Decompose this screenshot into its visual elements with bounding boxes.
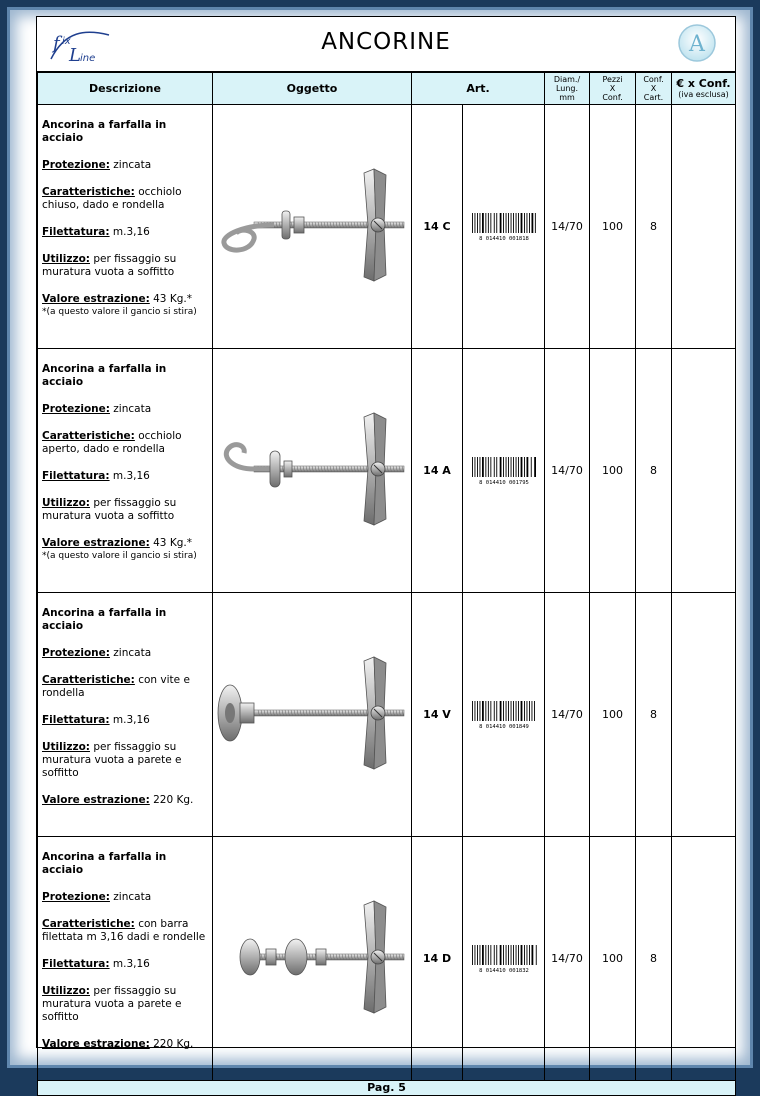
- table-row: [38, 593, 736, 837]
- caratteristiche-line: Caratteristiche: occhiolo aperto, dado e rondella: [42, 430, 182, 455]
- filettatura-line: Filettatura: m.3,16: [42, 226, 150, 238]
- barcode-graphic: [468, 456, 540, 486]
- product-name: Ancorina a farfalla in acciaio: [42, 607, 167, 632]
- protezione-line: Protezione: zincata: [42, 647, 152, 659]
- barcode-graphic: [468, 700, 540, 730]
- product-name: Ancorina a farfalla in acciaio: [42, 851, 167, 876]
- anchor-screw-image: [214, 653, 410, 773]
- price-value: [672, 105, 736, 349]
- col-pezzi: Pezzi X Conf.: [590, 73, 636, 105]
- valore-line: Valore estrazione: 220 Kg.: [42, 794, 194, 806]
- article-code: 14 V: [412, 593, 463, 837]
- barcode-number: 8 014410 001795: [478, 479, 529, 486]
- barcode-number: 8 014410 001832: [478, 967, 529, 974]
- product-description: [38, 837, 213, 1081]
- protezione-line: Protezione: zincata: [42, 891, 152, 903]
- col-price: € x Conf. (iva esclusa): [672, 73, 736, 105]
- diam-value: 14/70: [545, 593, 590, 837]
- protezione-line: Protezione: zincata: [42, 159, 152, 171]
- pezzi-value: 100: [590, 349, 636, 593]
- page-number: Pag. 5: [38, 1081, 736, 1096]
- conf-value: 8: [636, 349, 672, 593]
- filettatura-line: Filettatura: m.3,16: [42, 470, 150, 482]
- conf-value: 8: [636, 105, 672, 349]
- diam-value: 14/70: [545, 105, 590, 349]
- table-header-row: [38, 73, 736, 105]
- filettatura-line: Filettatura: m.3,16: [42, 714, 150, 726]
- barcode: [463, 837, 545, 1081]
- product-name: Ancorina a farfalla in acciaio: [42, 119, 167, 144]
- product-description: [38, 349, 213, 593]
- barcode-number: 8 014410 001818: [478, 235, 529, 242]
- valore-line: Valore estrazione: 43 Kg.*: [42, 293, 192, 305]
- svg-text:f: f: [53, 33, 60, 54]
- article-code: 14 D: [412, 837, 463, 1081]
- protezione-line: Protezione: zincata: [42, 403, 152, 415]
- barcode: [463, 105, 545, 349]
- barcode: [463, 593, 545, 837]
- catalog-sheet: [36, 16, 736, 1094]
- valore-note: *(a questo valore il gancio si stira): [42, 551, 197, 561]
- conf-value: 8: [636, 837, 672, 1081]
- product-image: [213, 349, 412, 593]
- pezzi-value: 100: [590, 105, 636, 349]
- utilizzo-line: Utilizzo: per fissaggio su muratura vuota a soffitto: [42, 497, 177, 522]
- pezzi-value: 100: [590, 593, 636, 837]
- price-value: [672, 593, 736, 837]
- table-row: [38, 837, 736, 1081]
- utilizzo-line: Utilizzo: per fissaggio su muratura vuota a soffitto: [42, 253, 177, 278]
- pezzi-value: 100: [590, 837, 636, 1081]
- product-name: Ancorina a farfalla in acciaio: [42, 363, 167, 388]
- barcode-graphic: [468, 212, 540, 242]
- products-table: [37, 72, 736, 1096]
- price-value: [672, 837, 736, 1081]
- table-row: [38, 349, 736, 593]
- utilizzo-line: Utilizzo: per fissaggio su muratura vuota a parete e soffitto: [42, 741, 182, 779]
- diam-value: 14/70: [545, 837, 590, 1081]
- svg-text:L: L: [69, 45, 81, 65]
- col-diam: Diam./ Lung. mm: [545, 73, 590, 105]
- caratteristiche-line: Caratteristiche: con barra filettata m 3,16 dadi e rondelle: [42, 918, 206, 943]
- caratteristiche-line: Caratteristiche: occhiolo chiuso, dado e rondella: [42, 186, 182, 211]
- product-description: [38, 105, 213, 349]
- barcode-number: 8 014410 001849: [478, 723, 529, 730]
- caratteristiche-line: Caratteristiche: con vite e rondella: [42, 674, 190, 699]
- col-art: Art.: [412, 73, 545, 105]
- valore-line: Valore estrazione: 43 Kg.*: [42, 537, 192, 549]
- col-descrizione: Descrizione: [38, 73, 213, 105]
- barcode-graphic: [468, 944, 540, 974]
- svg-text:ix: ix: [62, 36, 71, 47]
- table-row: [38, 105, 736, 349]
- anchor-hook-closed-image: [214, 165, 410, 285]
- product-image: [213, 105, 412, 349]
- svg-text:ine: ine: [80, 53, 96, 64]
- diam-value: 14/70: [545, 349, 590, 593]
- anchor-rod-image: [214, 897, 410, 1017]
- valore-note: *(a questo valore il gancio si stira): [42, 307, 197, 317]
- product-image: [213, 593, 412, 837]
- article-code: 14 A: [412, 349, 463, 593]
- price-value: [672, 349, 736, 593]
- valore-line: Valore estrazione: 220 Kg.: [42, 1038, 194, 1050]
- title-bar: [37, 17, 735, 72]
- filettatura-line: Filettatura: m.3,16: [42, 958, 150, 970]
- utilizzo-line: Utilizzo: per fissaggio su muratura vuota a parete e soffitto: [42, 985, 182, 1023]
- anchor-hook-open-image: [214, 409, 410, 529]
- product-image: [213, 837, 412, 1081]
- barcode: [463, 349, 545, 593]
- svg-text:A: A: [689, 32, 705, 57]
- page-title: ANCORINE: [321, 29, 451, 55]
- conf-value: 8: [636, 593, 672, 837]
- article-code: 14 C: [412, 105, 463, 349]
- product-description: [38, 593, 213, 837]
- col-oggetto: Oggetto: [213, 73, 412, 105]
- brand-badge-icon: [677, 23, 717, 63]
- col-conf: Conf. X Cart.: [636, 73, 672, 105]
